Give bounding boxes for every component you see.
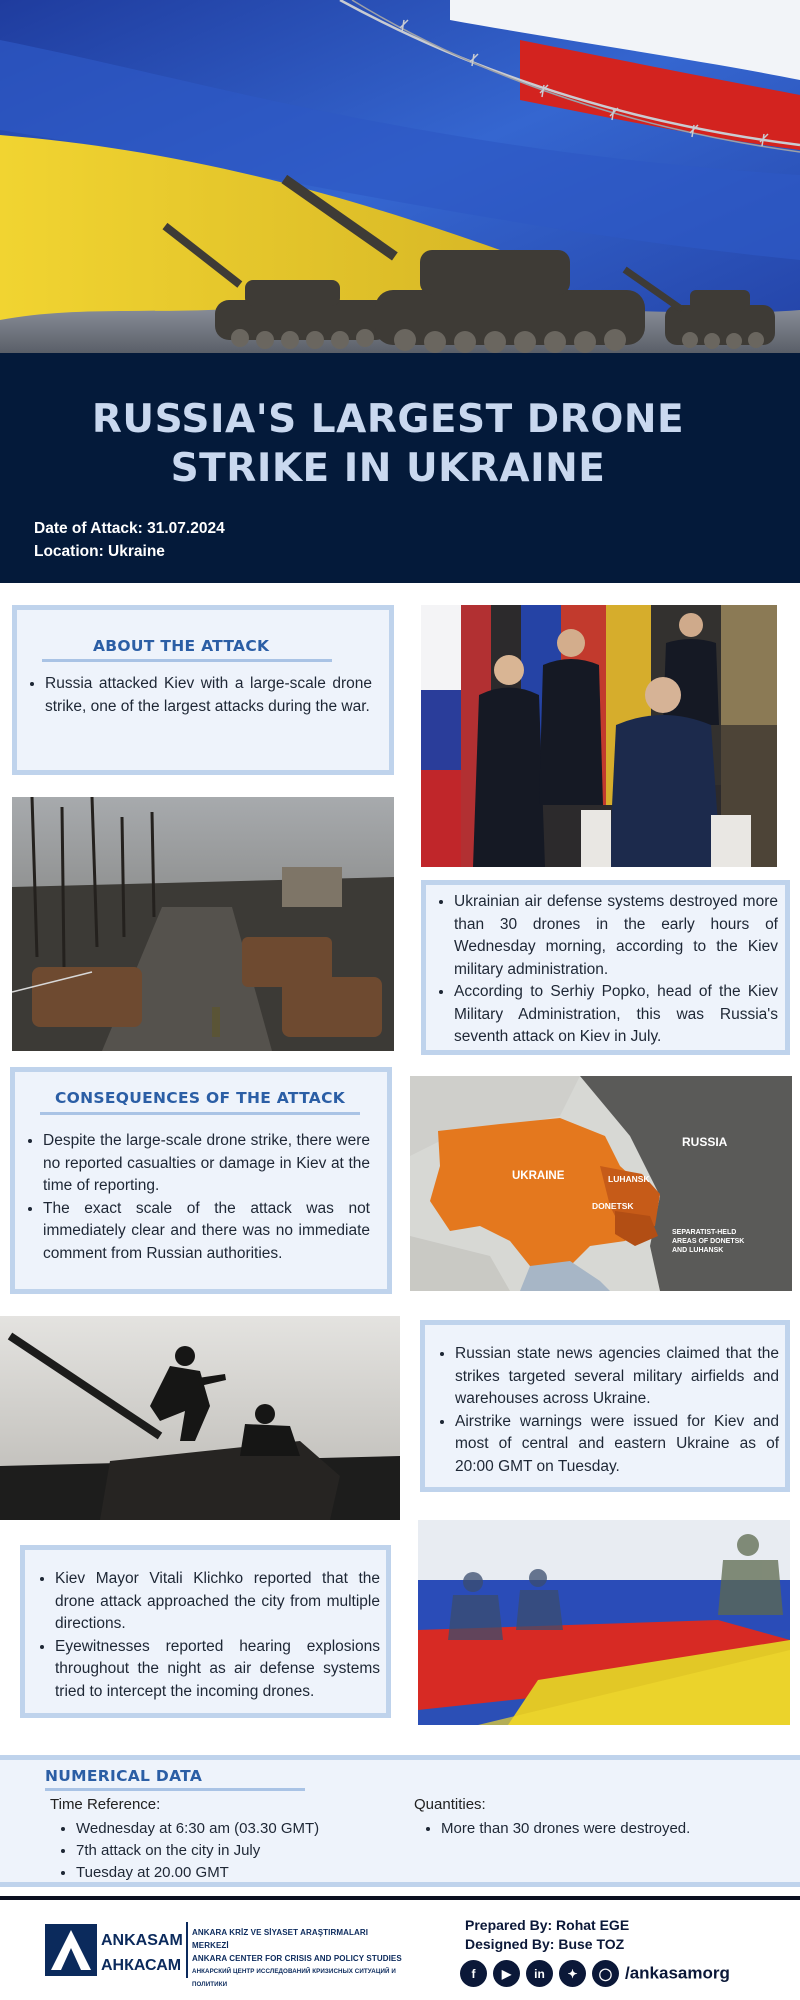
footer-divider: [0, 1896, 800, 1900]
list-item: • Tuesday at 20.00 GMT: [76, 1862, 398, 1884]
list-item: • The exact scale of the attack was not immediately clear and there was no immediate comment from Russian authorities.: [43, 1198, 370, 1266]
soldiers-photo: [0, 1316, 400, 1520]
attack-meta: [34, 517, 225, 563]
map-label-separatist-3: AND LUHANSK: [672, 1247, 724, 1254]
map-label-separatist-1: SEPARATIST-HELD: [672, 1229, 737, 1236]
org-name-ru: АНКАРСКИЙ ЦЕНТР ИССЛЕДОВАНИЙ КРИЗИСНЫХ СИТУАЦИЙ И ПОЛИТИКИ: [192, 1968, 396, 1988]
designed-by: Designed By: Buse TOZ: [465, 1936, 625, 1952]
about-panel: [12, 605, 394, 775]
map-label-donetsk: DONETSK: [592, 1201, 634, 1211]
logo-cyrillic: АНКАСАМ: [101, 1957, 182, 1974]
social-handle[interactable]: /ankasamorg: [625, 1963, 730, 1983]
org-name-tr: ANKARA KRİZ VE SİYASET ARAŞTIRMALARI MERKEZİ: [192, 1928, 369, 1950]
page-title: RUSSIA'S LARGEST DRONE STRIKE IN UKRAINE: [91, 397, 685, 491]
about-title-rule: [42, 659, 332, 662]
klitschko-panel: [20, 1545, 391, 1718]
map-label-ukraine: UKRAINE: [512, 1170, 565, 1182]
map-label-separatist-2: AREAS OF DONETSK: [672, 1238, 745, 1245]
facebook-icon[interactable]: f: [460, 1960, 487, 1987]
destroyed-street-photo: [12, 797, 394, 1051]
prepared-by: Prepared By: Rohat EGE: [465, 1917, 630, 1933]
list-item: • Kiev Mayor Vitali Klichko reported that the drone attack approached the city from multiple directions.: [55, 1568, 380, 1636]
flags-soldiers-photo: [418, 1520, 790, 1725]
time-reference-label: Time Reference:: [50, 1796, 161, 1813]
list-item: • Eyewitnesses reported hearing explosions throughout the night as air defense systems tried to intercept the incoming drones.: [55, 1636, 380, 1704]
quantities-list: [423, 1818, 763, 1840]
defense-panel: [421, 880, 790, 1055]
list-item: • More than 30 drones were destroyed.: [441, 1818, 763, 1840]
twitter-icon[interactable]: ✦: [559, 1960, 586, 1987]
list-item: • Russia attacked Kiev with a large-scale drone strike, one of the largest attacks during the war.: [45, 673, 372, 718]
hero-image: [0, 0, 800, 353]
numerical-title-rule: [45, 1788, 305, 1791]
credits: [465, 1916, 629, 1954]
attack-location: Location: Ukraine: [34, 543, 165, 560]
list-item: • Wednesday at 6:30 am (03.30 GMT): [76, 1818, 398, 1840]
social-links: [460, 1960, 730, 1988]
numerical-data-section: [0, 1755, 800, 1887]
consequences-panel: [10, 1067, 392, 1294]
list-item: • Despite the large-scale drone strike, there were no reported casualties or damage in Kiev at the time of reporting.: [43, 1130, 370, 1198]
defense-list: [436, 891, 778, 1049]
org-name-en: ANKARA CENTER FOR CRISIS AND POLICY STUDIES: [192, 1954, 402, 1963]
time-reference-list: [58, 1818, 398, 1884]
map-label-russia: RUSSIA: [682, 1135, 728, 1149]
about-title: ABOUT THE ATTACK: [93, 637, 270, 655]
consequences-title: CONSEQUENCES OF THE ATTACK: [55, 1089, 346, 1107]
klitschko-list: [37, 1568, 380, 1703]
logo-divider: [186, 1922, 188, 1978]
list-item: • According to Serhiy Popko, head of the Kiev Military Administration, this was Russia's seventh attack on Kiev in July.: [454, 981, 778, 1049]
claims-list: [437, 1343, 779, 1478]
map-label-luhansk: LUHANSK: [608, 1174, 650, 1184]
consequences-list: [25, 1130, 370, 1265]
list-item: • Russian state news agencies claimed that the strikes targeted several military airfields and warehouses across Ukraine.: [455, 1343, 779, 1411]
leaders-photo: [421, 605, 777, 867]
ankasam-logo: [45, 1922, 187, 1978]
consequences-title-rule: [40, 1112, 360, 1115]
list-item: • 7th attack on the city in July: [76, 1840, 398, 1862]
attack-date: Date of Attack: 31.07.2024: [34, 520, 225, 537]
list-item: • Ukrainian air defense systems destroyed more than 30 drones in the early hours of Wednesday morning, according to the Kiev military administration.: [454, 891, 778, 981]
title-band: [0, 353, 800, 583]
ukraine-map: [410, 1076, 792, 1291]
list-item: • Airstrike warnings were issued for Kiev and most of central and eastern Ukraine as of 20:00 GMT on Tuesday.: [455, 1411, 779, 1479]
instagram-icon[interactable]: ◯: [592, 1960, 619, 1987]
claims-panel: [420, 1320, 790, 1492]
numerical-title: NUMERICAL DATA: [45, 1767, 203, 1785]
logo-latin: ANKASAM: [101, 1932, 183, 1949]
org-names: [192, 1926, 402, 1991]
about-list: [27, 673, 372, 718]
quantities-label: Quantities:: [414, 1796, 486, 1813]
youtube-icon[interactable]: ▶: [493, 1960, 520, 1987]
linkedin-icon[interactable]: in: [526, 1960, 553, 1987]
